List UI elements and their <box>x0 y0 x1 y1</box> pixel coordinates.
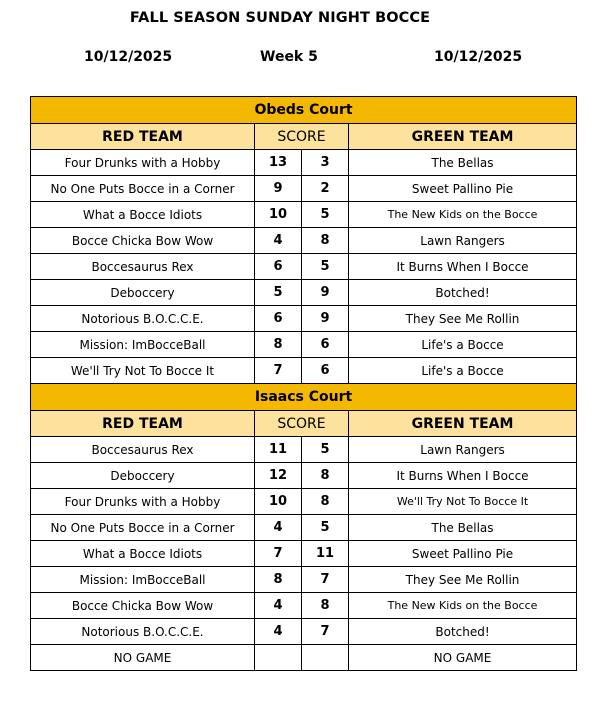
game-row <box>31 202 577 228</box>
game-row <box>31 515 577 541</box>
green-team-score: 7 <box>302 567 349 593</box>
page-title: FALL SEASON SUNDAY NIGHT BOCCE <box>129 10 431 26</box>
green-team-name: Botched! <box>349 619 577 645</box>
red-team-name: Deboccery <box>31 463 255 489</box>
green-team-name: They See Me Rollin <box>349 567 577 593</box>
green-team-score: 5 <box>302 254 349 280</box>
red-team-header: RED TEAM <box>31 411 255 437</box>
game-row <box>31 593 577 619</box>
red-team-score: 10 <box>255 489 302 515</box>
green-team-name: The Bellas <box>349 150 577 176</box>
game-row <box>31 254 577 280</box>
red-team-name: Mission: ImBocceBall <box>31 567 255 593</box>
red-team-score: 11 <box>255 437 302 463</box>
green-team-score: 5 <box>302 515 349 541</box>
red-team-header: RED TEAM <box>31 124 255 150</box>
court-header-row <box>31 97 577 124</box>
green-team-name: Lawn Rangers <box>349 228 577 254</box>
green-team-name: The Bellas <box>349 515 577 541</box>
green-team-score: 9 <box>302 280 349 306</box>
red-team-score <box>255 645 302 671</box>
red-team-name: No One Puts Bocce in a Corner <box>31 515 255 541</box>
green-team-name: Life's a Bocce <box>349 358 577 384</box>
red-team-score: 12 <box>255 463 302 489</box>
green-team-header: GREEN TEAM <box>349 124 577 150</box>
green-team-header: GREEN TEAM <box>349 411 577 437</box>
red-team-score: 7 <box>255 541 302 567</box>
red-team-score: 6 <box>255 254 302 280</box>
green-team-score: 3 <box>302 150 349 176</box>
red-team-score: 8 <box>255 332 302 358</box>
red-team-name: Notorious B.O.C.C.E. <box>31 619 255 645</box>
green-team-score: 9 <box>302 306 349 332</box>
game-row <box>31 280 577 306</box>
green-team-name: Life's a Bocce <box>349 332 577 358</box>
green-team-name: Sweet Pallino Pie <box>349 176 577 202</box>
column-header-row <box>31 411 577 437</box>
week-label: Week 5 <box>260 49 318 65</box>
game-row <box>31 489 577 515</box>
red-team-score: 6 <box>255 306 302 332</box>
game-row <box>31 541 577 567</box>
green-team-score: 5 <box>302 202 349 228</box>
schedule-table <box>30 96 577 671</box>
green-team-name: They See Me Rollin <box>349 306 577 332</box>
green-team-score: 2 <box>302 176 349 202</box>
red-team-score: 10 <box>255 202 302 228</box>
red-team-name: Bocce Chicka Bow Wow <box>31 593 255 619</box>
date-bar <box>0 49 595 67</box>
red-team-name: What a Bocce Idiots <box>31 202 255 228</box>
date-left: 10/12/2025 <box>84 49 173 65</box>
red-team-score: 4 <box>255 619 302 645</box>
game-row <box>31 306 577 332</box>
game-row <box>31 358 577 384</box>
red-team-name: Four Drunks with a Hobby <box>31 150 255 176</box>
red-team-name: Boccesaurus Rex <box>31 254 255 280</box>
red-team-name: Mission: ImBocceBall <box>31 332 255 358</box>
green-team-name: The New Kids on the Bocce <box>349 202 577 228</box>
red-team-score: 13 <box>255 150 302 176</box>
green-team-name: NO GAME <box>349 645 577 671</box>
game-row <box>31 645 577 671</box>
score-header: SCORE <box>255 124 349 150</box>
game-row <box>31 567 577 593</box>
green-team-score: 5 <box>302 437 349 463</box>
red-team-name: Boccesaurus Rex <box>31 437 255 463</box>
green-team-name: We'll Try Not To Bocce It <box>349 489 577 515</box>
red-team-name: We'll Try Not To Bocce It <box>31 358 255 384</box>
red-team-score: 4 <box>255 228 302 254</box>
red-team-score: 5 <box>255 280 302 306</box>
green-team-name: It Burns When I Bocce <box>349 463 577 489</box>
column-header-row <box>31 124 577 150</box>
red-team-score: 4 <box>255 593 302 619</box>
red-team-score: 4 <box>255 515 302 541</box>
green-team-score: 7 <box>302 619 349 645</box>
game-row <box>31 228 577 254</box>
game-row <box>31 619 577 645</box>
court-header-row <box>31 384 577 411</box>
red-team-score: 7 <box>255 358 302 384</box>
red-team-name: No One Puts Bocce in a Corner <box>31 176 255 202</box>
red-team-name: Four Drunks with a Hobby <box>31 489 255 515</box>
game-row <box>31 150 577 176</box>
court-name: Isaacs Court <box>31 384 577 411</box>
score-header: SCORE <box>255 411 349 437</box>
red-team-name: Notorious B.O.C.C.E. <box>31 306 255 332</box>
game-row <box>31 437 577 463</box>
date-right: 10/12/2025 <box>434 49 523 65</box>
red-team-score: 9 <box>255 176 302 202</box>
green-team-score: 8 <box>302 463 349 489</box>
red-team-name: NO GAME <box>31 645 255 671</box>
game-row <box>31 332 577 358</box>
game-row <box>31 463 577 489</box>
green-team-score <box>302 645 349 671</box>
green-team-name: The New Kids on the Bocce <box>349 593 577 619</box>
green-team-score: 8 <box>302 489 349 515</box>
green-team-score: 11 <box>302 541 349 567</box>
green-team-score: 6 <box>302 358 349 384</box>
red-team-name: Bocce Chicka Bow Wow <box>31 228 255 254</box>
red-team-score: 8 <box>255 567 302 593</box>
green-team-name: Botched! <box>349 280 577 306</box>
red-team-name: What a Bocce Idiots <box>31 541 255 567</box>
green-team-score: 6 <box>302 332 349 358</box>
green-team-name: Sweet Pallino Pie <box>349 541 577 567</box>
game-row <box>31 176 577 202</box>
green-team-score: 8 <box>302 593 349 619</box>
green-team-name: Lawn Rangers <box>349 437 577 463</box>
red-team-name: Deboccery <box>31 280 255 306</box>
green-team-name: It Burns When I Bocce <box>349 254 577 280</box>
court-name: Obeds Court <box>31 97 577 124</box>
green-team-score: 8 <box>302 228 349 254</box>
